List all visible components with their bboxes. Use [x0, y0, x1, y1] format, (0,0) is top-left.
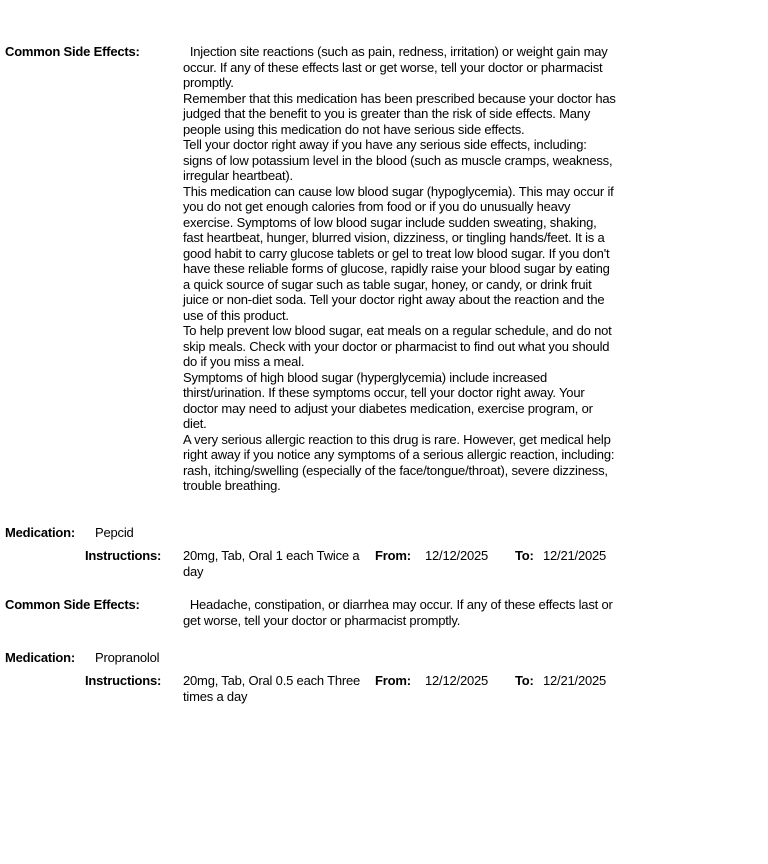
medication-name: Pepcid	[95, 525, 134, 540]
from-date: 12/12/2025	[425, 673, 489, 688]
instructions-text: 20mg, Tab, Oral 0.5 each Three times a day	[183, 673, 361, 704]
medication-label: Medication:	[5, 525, 76, 540]
side-effects-body	[183, 44, 619, 494]
to-date: 12/21/2025	[543, 673, 607, 688]
side-effects-label: Common Side Effects:	[5, 597, 140, 612]
to-date: 12/21/2025	[543, 548, 607, 563]
instructions-text: 20mg, Tab, Oral 1 each Twice a day	[183, 548, 360, 579]
side-effect-paragraph: A very serious allergic reaction to this drug is rare. However, get medical help right away if you notice any symptoms of a serious allergic reaction, including: rash, itching/swelling (especially of the face/tongue/throat), severe dizziness, trouble breathing.	[183, 431, 618, 493]
side-effect-paragraph: To help prevent low blood sugar, eat meals on a regular schedule, and do not skip meals. Check with your doctor or pharmacist to find out what you should do if you miss a meal.	[183, 323, 615, 369]
to-label: To:	[515, 673, 534, 688]
from-date: 12/12/2025	[425, 548, 489, 563]
side-effect-paragraph: Symptoms of high blood sugar (hyperglycemia) include increased thirst/urination. If these symptoms occur, tell your doctor right away. Your doctor may need to adjust your diabetes medication, exercise program, or diet.	[183, 369, 597, 431]
instructions-label: Instructions:	[85, 673, 162, 688]
side-effects-label: Common Side Effects:	[5, 44, 140, 59]
instructions-label: Instructions:	[85, 548, 162, 563]
medication-name: Propranolol	[95, 650, 160, 665]
side-effect-paragraph: Tell your doctor right away if you have any serious side effects, including: signs of low potassium level in the blood (such as muscle cramps, weakness, irregular heartbeat).	[183, 137, 616, 183]
medication-label: Medication:	[5, 650, 76, 665]
side-effect-paragraph: Injection site reactions (such as pain, redness, irritation) or weight gain may occur. If any of these effects last or get worse, tell your doctor or pharmacist promptly.	[183, 44, 611, 90]
side-effect-paragraph: Headache, constipation, or diarrhea may occur. If any of these effects last or get worse, tell your doctor or pharmacist promptly.	[183, 597, 617, 628]
to-label: To:	[515, 548, 534, 563]
from-label: From:	[375, 548, 411, 563]
side-effects-body	[183, 597, 619, 628]
side-effect-paragraph: This medication can cause low blood sugar (hypoglycemia). This may occur if you do not get enough calories from food or if you do unusually heavy exercise. Symptoms of low blood sugar include sudden sweating, shaking, fast heartbeat, hunger, blurred vision, dizziness, or tingling hands/feet. It is a good habit to carry glucose tablets or gel to treat low blood sugar. If you don't have these reliable forms of glucose, rapidly raise your blood sugar by eating a quick source of sugar such as table sugar, honey, or candy, or drink fruit juice or non-diet soda. Tell your doctor right away about the reaction and the use of this product.	[183, 183, 617, 323]
from-label: From:	[375, 673, 411, 688]
side-effect-paragraph: Remember that this medication has been prescribed because your doctor has judged that the benefit to you is greater than the risk of side effects. Many people using this medication do not have serious side effects.	[183, 90, 620, 137]
